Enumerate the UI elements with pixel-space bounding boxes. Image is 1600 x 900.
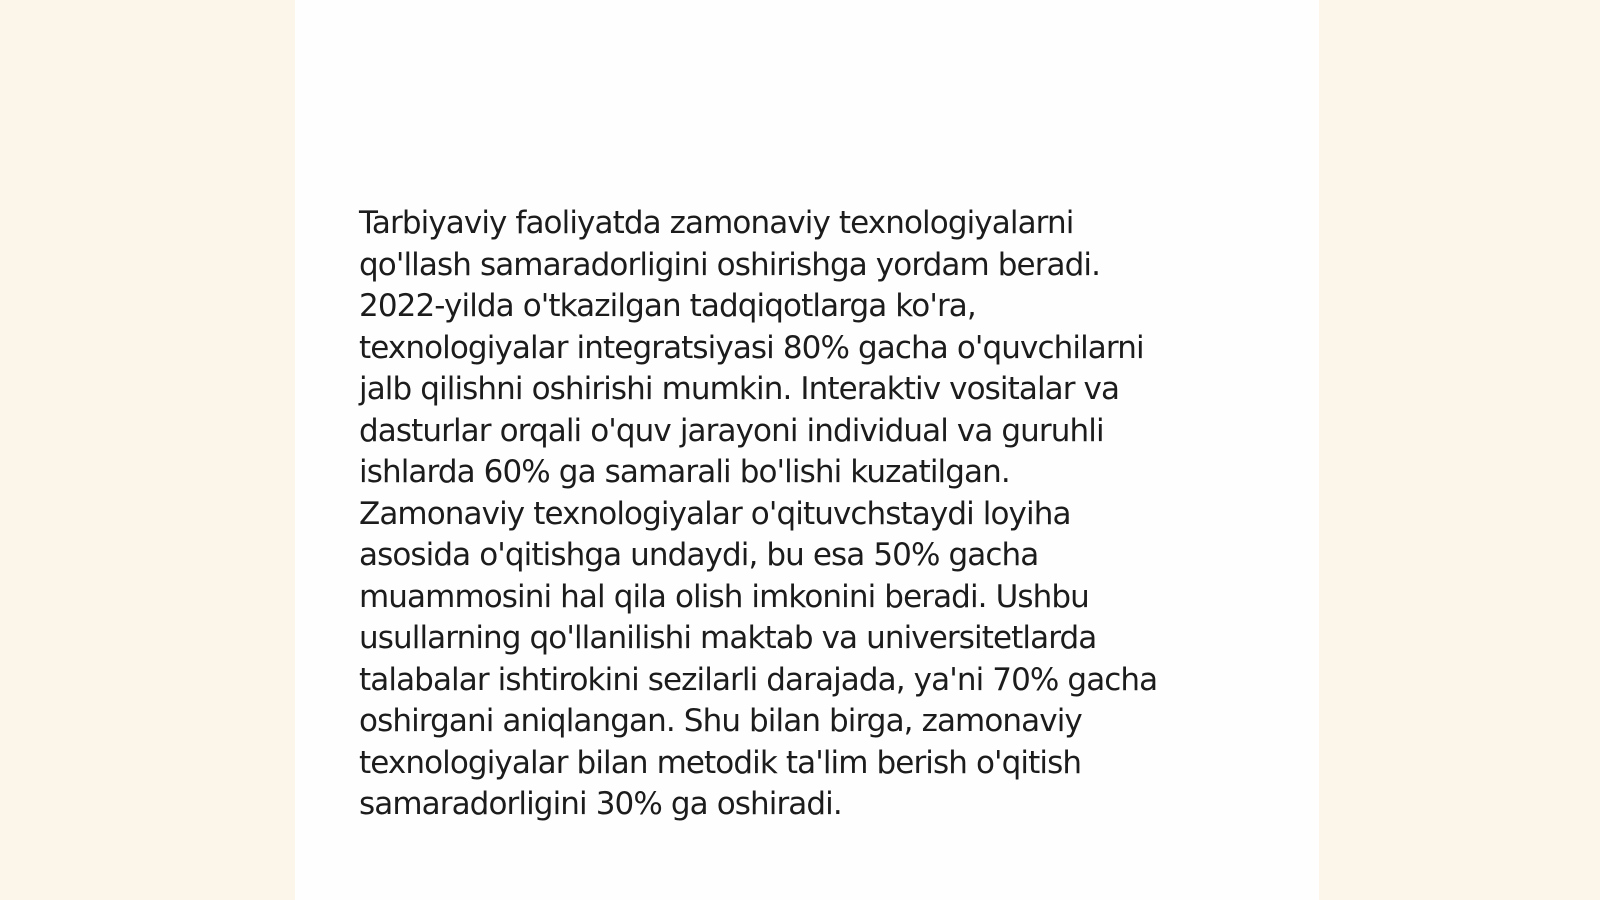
document-page <box>295 0 1319 900</box>
body-paragraph: Tarbiyaviy faoliyatda zamonaviy texnologiyalarni qo'llash samaradorligini oshirishga yordam beradi. 2022-yilda o'tkazilgan tadqiqotlarga ko'ra, texnologiyalar integratsiyasi 80% gacha o'quvchilarni jalb qilishni oshirishi mumkin. Interaktiv vositalar va dasturlar orqali o'quv jarayoni individual va guruhli ishlarda 60% ga samarali bo'lishi kuzatilgan. Zamonaviy texnologiyalar o'qituvchstaydi loyiha asosida o'qitishga undaydi, bu esa 50% gacha muammosini hal qila olish imkonini beradi. Ushbu usullarning qo'llanilishi maktab va universitetlarda talabalar ishtirokini sezilarli darajada, ya'ni 70% gacha oshirgani aniqlangan. Shu bilan birga, zamonaviy texnologiyalar bilan metodik ta'lim berish o'qitish samaradorligini 30% ga oshiradi. <box>359 205 1158 822</box>
